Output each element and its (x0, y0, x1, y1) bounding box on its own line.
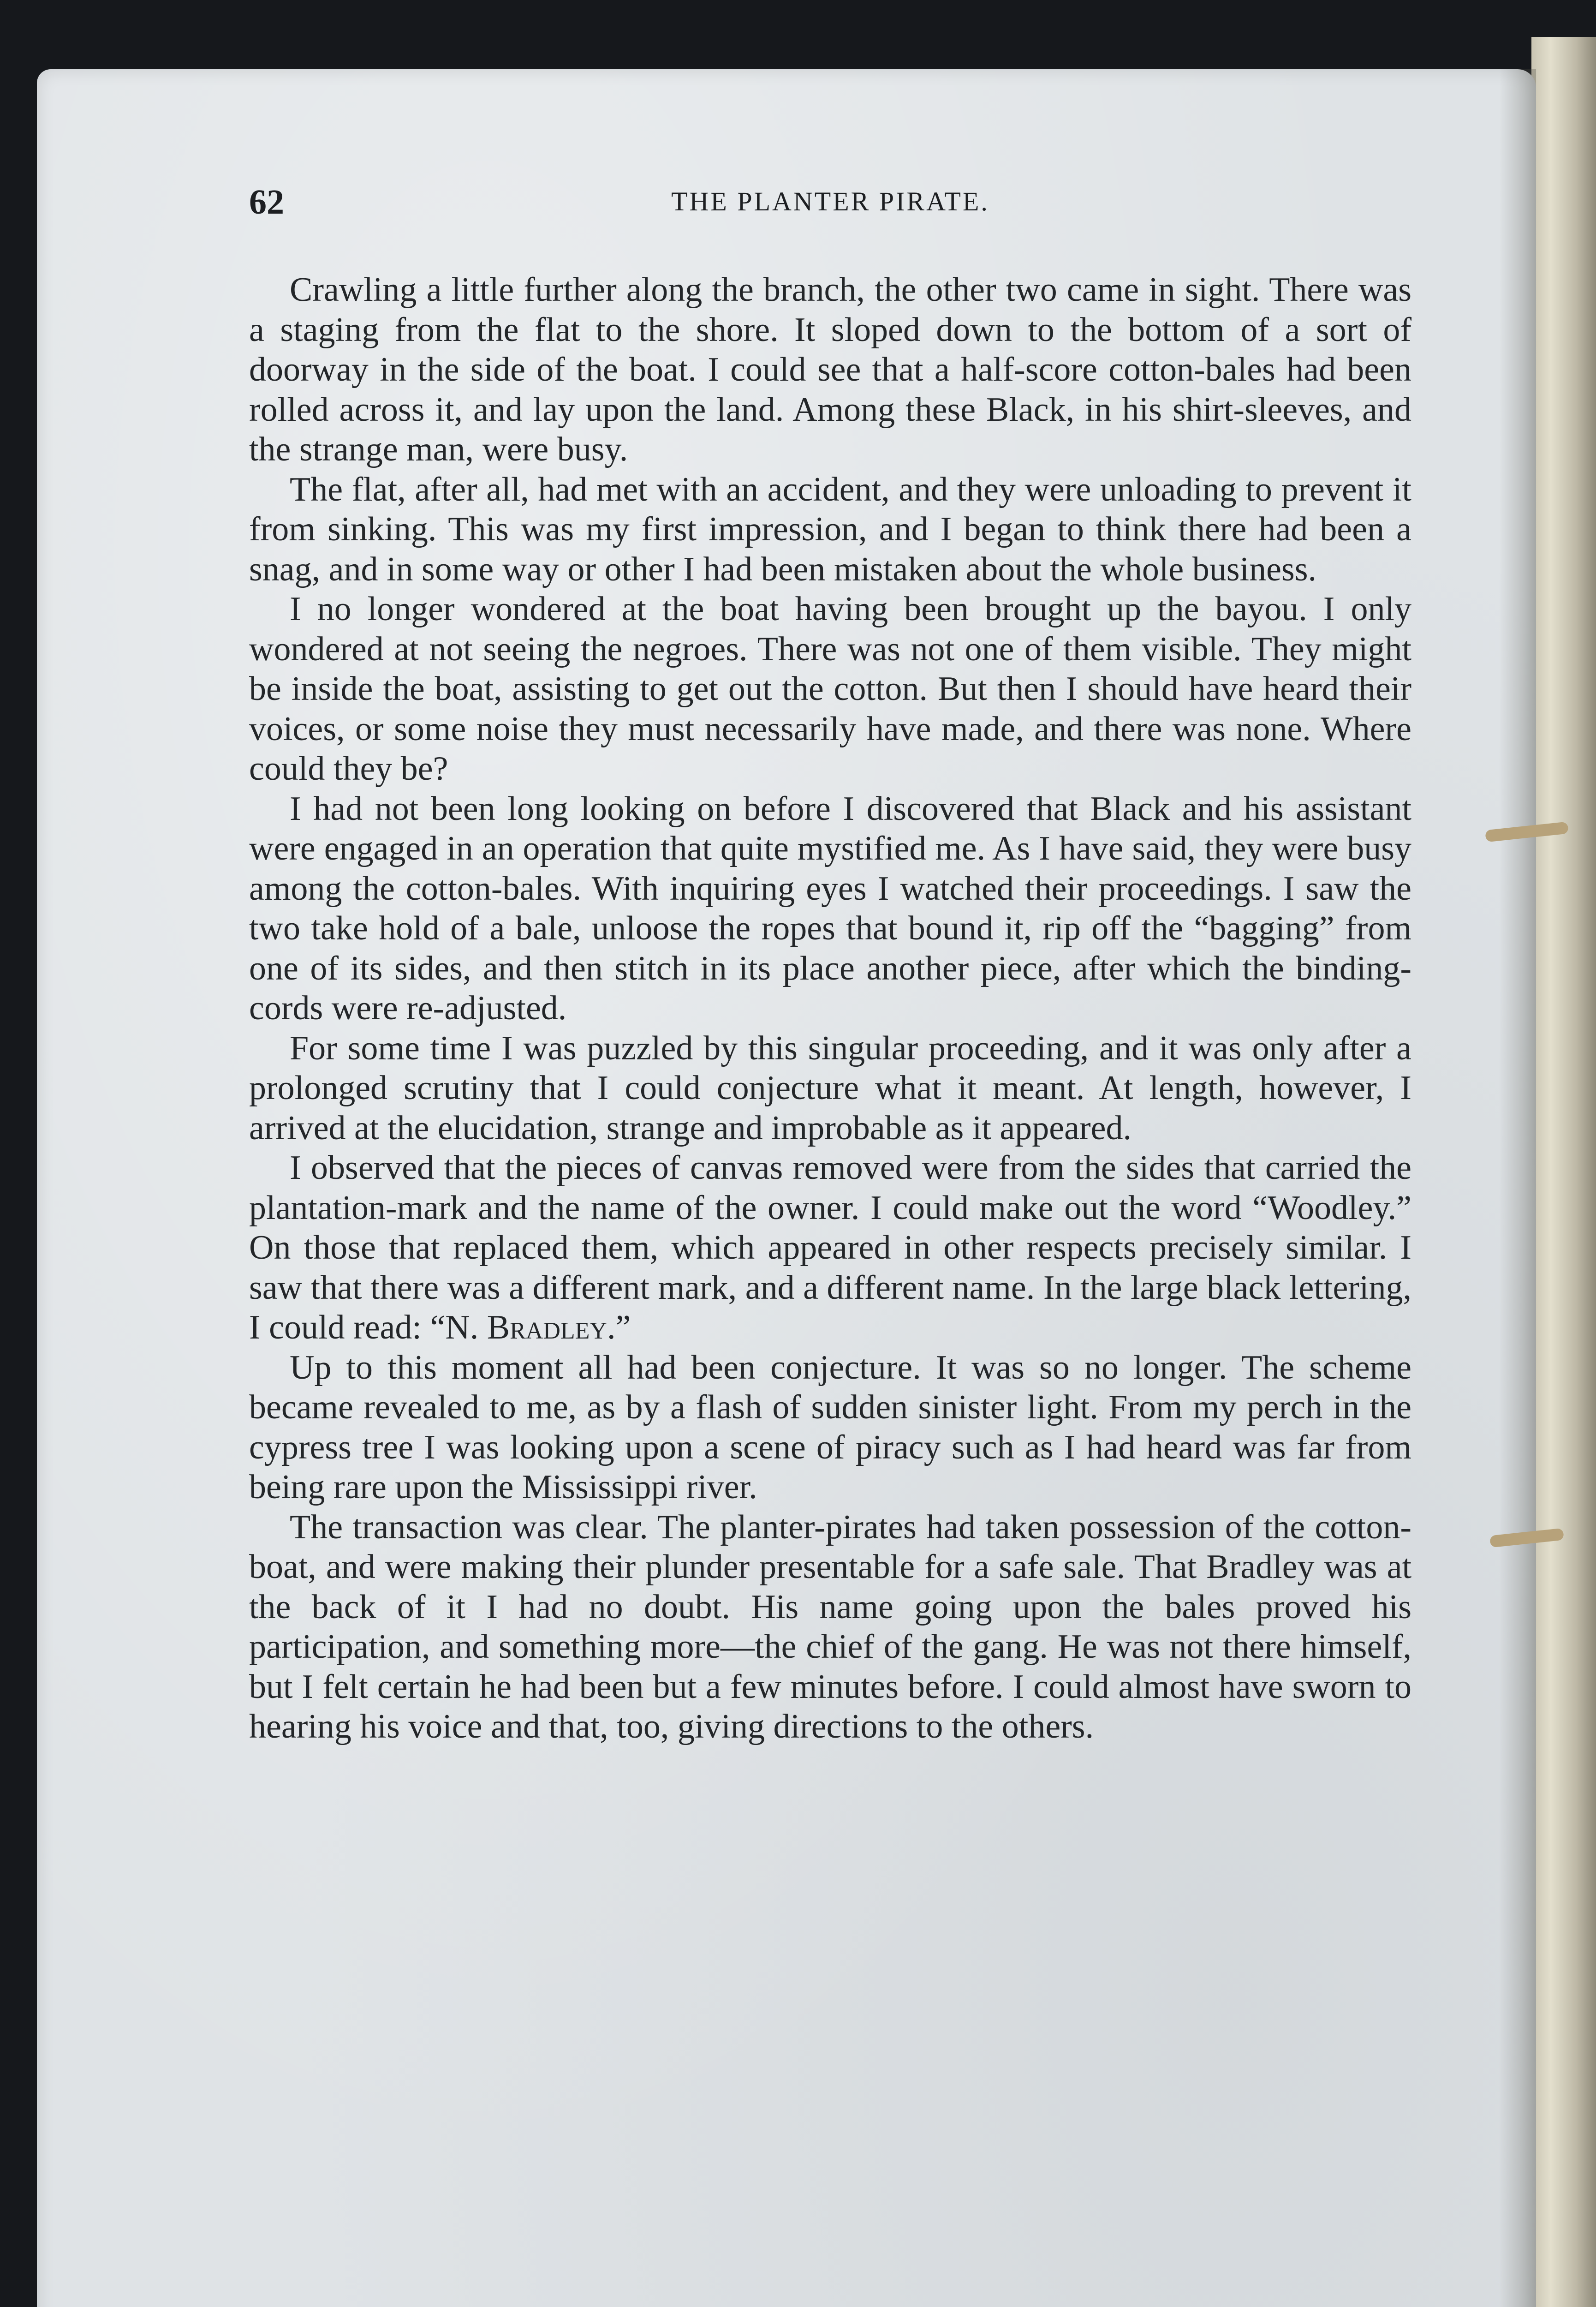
paragraph: Crawling a little further along the branch, the other two came in sight. There was a staging from the flat to the shore. It sloped down to the bottom of a sort of doorway in the side of the boat. I could see that a half-score cotton-bales had been rolled across it, and lay upon the land. Among these Black, in his shirt-sleeves, and the strange man, were busy. (249, 271, 1411, 468)
page-fold-shadow (1499, 69, 1536, 2307)
paragraph: I had not been long looking on before I discovered that Black and his assistant were engaged in an operation that quite mystified me. As I have said, they were busy among the cotton-bales. With inquiring eyes I watched their proceedings. I saw the two take hold of a bale, unloose the ropes that bound it, rip off the “bagging” from one of its sides, and then stitch in its place another piece, after which the binding-cords were re-adjusted. (249, 789, 1411, 1027)
page-number: 62 (249, 183, 284, 221)
paragraph-text: I observed that the pieces of canvas removed were from the sides that carried the plantation-mark and the name of the owner. I could make out the word “Woodley.” On those that replaced them, which appeared in other respects precisely similar. I saw that there was a different mark, and a different name. In the large black lettering, I could read: “N. (249, 1149, 1411, 1346)
paragraph (249, 1148, 1411, 1348)
small-caps-name: Bradley (487, 1309, 607, 1346)
body-text (249, 270, 1411, 1747)
paragraph: The flat, after all, had met with an accident, and they were unloading to prevent it from sinking. This was my first impression, and I began to think there had been a snag, and in some way or other I had been mistaken about the whole business. (249, 470, 1411, 588)
paragraph: I no longer wondered at the boat having been brought up the bayou. I only wondered at not seeing the negroes. There was not one of them visible. They might be inside the boat, assisting to get out the cotton. But then I should have heard their voices, or some noise they must necessarily have made, and there was none. Where could they be? (249, 590, 1411, 788)
paragraph: The transaction was clear. The planter-pirates had taken possession of the cotton-boat, and were making their plunder presentable for a safe sale. That Bradley was at the back of it I had no doubt. His name going upon the bales proved his participation, and something more—the chief of the gang. He was not there himself, but I felt certain he had been but a few minutes before. I could almost have sworn to hearing his voice and that, too, giving directions to the others. (249, 1508, 1411, 1745)
next-page-edge (1531, 37, 1596, 2307)
paragraph: For some time I was puzzled by this singular proceeding, and it was only after a prolonged scrutiny that I could conjecture what it meant. At length, however, I arrived at the elucidation, strange and improbable as it appeared. (249, 1029, 1411, 1147)
paragraph: Up to this moment all had been conjecture. It was so no longer. The scheme became revealed to me, as by a flash of sudden sinister light. From my perch in the cypress tree I was looking upon a scene of piracy such as I had heard was far from being rare upon the Mississippi river. (249, 1348, 1411, 1506)
running-title: THE PLANTER PIRATE. (671, 186, 989, 216)
page-header (249, 182, 1411, 233)
paragraph-text: .” (607, 1309, 631, 1346)
